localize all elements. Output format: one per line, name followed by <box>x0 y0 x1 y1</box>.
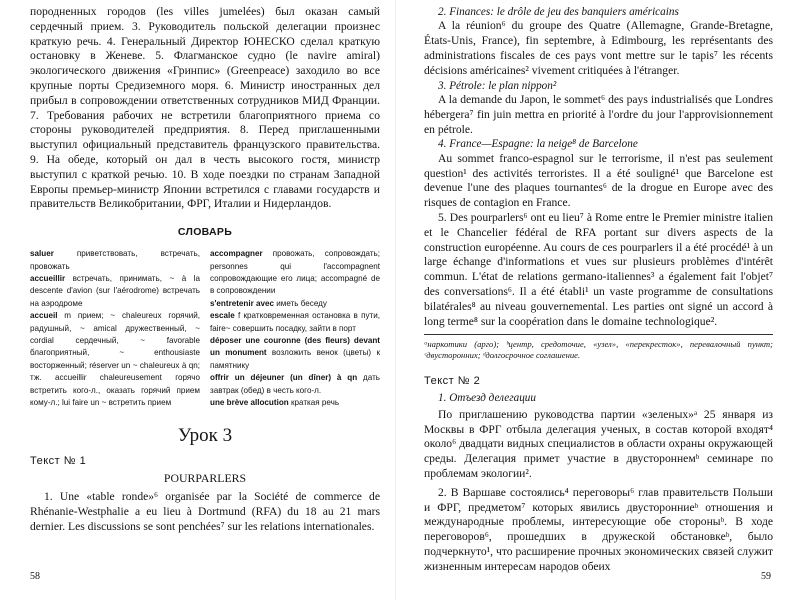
text-title: POURPARLERS <box>163 471 247 486</box>
left-bottom-paragraph: 1. Une «table ronde»⁶ organisée par la Société de commerce de Rhénanie-Westphalie a eu lieu à Dortmund (RFA) du 18 au 21 mars dernier. Les discussions se sont penchées⁷ sur les relations internationales. <box>30 490 380 534</box>
page-number: 59 <box>761 571 771 582</box>
vocab-entry: offrir un déjeuner (un dîner) à qn дать завтрак (обед) в честь кого-л. <box>210 373 381 395</box>
vocabulary-list <box>30 248 380 409</box>
section-body: 5. Des pourparlers⁶ ont eu lieu⁷ à Rome entre le Premier ministre italien et le Chancelier fédéral de RFA portant sur divers aspects de la construction européenne. Au cours de ces pourparlers il a été procédé¹ à un large échange d'informations et vues sur plusieurs problèmes d'intérêt commun. L'état de relations germano-italiennes³ a également fait l'objet⁷ des conversations⁶. Il a été établi¹ un vaste programme de consultations bilatérales⁸ au niveau gouvernemental. Les parties ont signé un accord à long terme⁸ sur la coopération dans le domaine technologique². <box>424 210 773 328</box>
right-page <box>396 0 793 600</box>
text-label: Текст № 1 <box>30 455 87 468</box>
left-page <box>0 0 396 600</box>
section-heading: 2. Finances: le drôle de jeu des banquiers américains <box>438 6 679 18</box>
section-heading: 3. Pétrole: le plan nippon² <box>438 79 557 92</box>
footnote-divider <box>424 334 773 335</box>
left-top-paragraph: породненных городов (les villes jumelées) был оказан самый сердечный прием. 3. Руководитель польской делегации произнес краткую речь. 4. Генеральный Директор ЮНЕСКО сделал краткую остановку в Женеве. 5. Флагманское судно (le navire amiral) экологического движения «Гринпис» (Greenpeace) заходило во все крупные порты Средиземного моря. 6. Министр иностранных дел прибыл в сопровождении ответственных сотрудников МИД Франции. 7. Требования рабочих не встретили благоприятного приема со стороны руководителей предприятия. 8. Перед приглашенными выступил официальный представитель французского правительства. 9. На обеде, который он дал в честь высокого гостя, министр выступил с краткой речью. 10. В ходе поездки по странам Западной Европы премьер-министр Японии встретился с главами государств и правительств Великобритании, ФРГ, Италии и Нидерландов. <box>30 5 380 211</box>
vocabulary-column-right <box>210 248 380 409</box>
page-number: 58 <box>30 571 40 582</box>
vocab-entry: accompagner провожать, сопровождать; personnes qui l'accompagnent сопровождающие его лица; accompagné de в сопровождении <box>210 249 380 296</box>
section-body: A la demande du Japon, le sommet⁶ des pays industrialisés que Londres hébergera⁷ fin juin mettra en priorité à l'ordre du jour l'approvisionnement en pétrole. <box>424 93 773 136</box>
russian-paragraph: 2. В Варшаве состоялись⁴ переговоры⁶ глав правительств Польши и ФРГ, предметом⁷ которых явились двусторонниеᵇ отношения и международные проблемы, интересующие обе стороныᵇ. В ходе переговоров⁶, прошедших в дружеской обстановкеᵇ, было подчеркнуто¹, что расширение прочных экономических связей служит жизненным интересам народов обеих <box>424 485 773 573</box>
section-heading: 1. Отъезд делегации <box>438 392 536 405</box>
text-label: Текст № 2 <box>424 375 481 388</box>
russian-paragraph: По приглашению руководства партии «зеленых»ᵃ 25 января из Москвы в ФРГ отбыла делегация ученых, в состав которой входят⁴ около⁶ двадцати видных специалистов в области охраны окружающей среды. Делегация примет участие в двустороннемᵇ семинаре по проблемам экологии². <box>424 407 773 480</box>
vocab-entry: accueil m прием; ~ chaleureux горячий, радушный, ~ amical дружественный, ~ cordial сердечный, ~ favorable благоприятный, ~ enthousiaste восторженный; réserver un ~ chaleureux à qn; тж. accueillir chaleureusement горячо встретить кого-л., оказать горячий прием кому-л.; lui faire un ~ встретить прием <box>30 311 200 408</box>
vocab-entry: escale f кратковременная остановка в пути, faire~ совершить посадку, зайти в порт <box>210 311 380 333</box>
vocab-entry: une brève allocution краткая речь <box>210 398 340 408</box>
vocab-entry: accueillir встречать, принимать, ~ à la descente d'avion (sur l'aérodrome) встречать на аэродроме <box>30 273 200 308</box>
lesson-title: Урок 3 <box>177 425 233 447</box>
section-heading: 4. France—Espagne: la neige⁸ de Barcelone <box>438 138 638 151</box>
vocab-entry: s'entretenir avec иметь беседу <box>210 298 327 308</box>
russian-text-block <box>424 408 773 575</box>
vocab-entry: déposer une couronne (des fleurs) devant un monument возложить венок (цветы) к памятнику <box>210 336 380 370</box>
footnote: ᵃнаркотики (арго); ᵇцентр, средоточие, «узел», «перекресток», перевалочный пункт; ᶜдвусторонних; ᵈдолгосрочное соглашение. <box>424 339 773 361</box>
vocabulary-column-left <box>30 248 200 409</box>
section-body: A la réunion⁶ du groupe des Quatre (Allemagne, Grande-Bretagne, États-Unis, France), fin septembre, à Edimbourg, les représentants des administrations fiscales de ces pays vont mettre sur le tapis⁷ les récents décisions américaines² vivement critiquées à l'étranger. <box>424 19 773 77</box>
section-body: Au sommet franco-espagnol sur le terrorisme, il n'est pas seulement question¹ des activités terroristes. Il a été souligné¹ que Barcelone est devenue l'une des plaques tournantes⁶ de la drogue en Europe avec des risques de contagion en France. <box>424 151 773 210</box>
vocabulary-heading: СЛОВАРЬ <box>177 226 233 239</box>
vocab-entry: saluer приветствовать, встречать, провожать <box>30 249 200 271</box>
